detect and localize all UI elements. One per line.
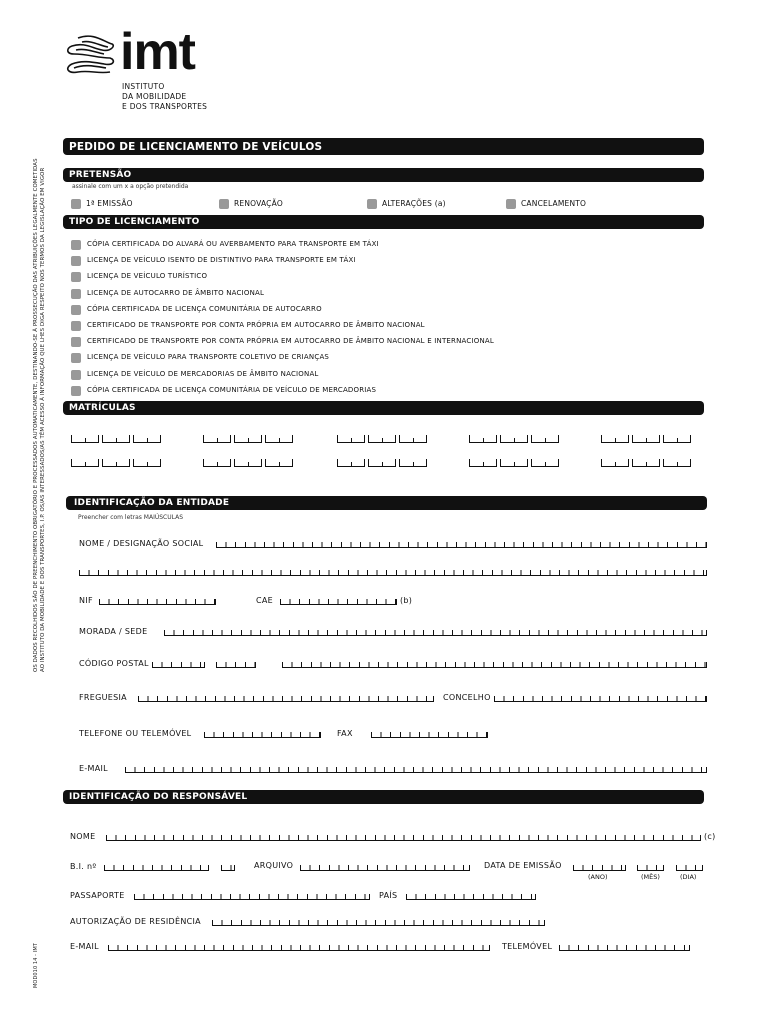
- checkbox[interactable]: [367, 199, 377, 209]
- morada-field[interactable]: [164, 627, 707, 636]
- option-label: CÓPIA CERTIFICADA DE LICENÇA COMUNITÁRIA DE VEÍCULO DE MERCADORIAS: [87, 385, 377, 394]
- option-label: CÓPIA CERTIFICADA DE LICENÇA COMUNITÁRIA DE AUTOCARRO: [87, 304, 322, 313]
- logo-subtitle: [122, 82, 207, 112]
- resp-nome-label: NOME: [70, 832, 96, 841]
- fax-field[interactable]: [371, 729, 488, 738]
- freguesia-label: FREGUESIA: [79, 693, 127, 702]
- pretensao-hint: assinale com um x a opção pretendida: [72, 183, 189, 190]
- matricula-segment[interactable]: [234, 459, 262, 467]
- matricula-segment[interactable]: [531, 435, 559, 443]
- matricula-segment[interactable]: [71, 435, 99, 443]
- arquivo-label: ARQUIVO: [254, 861, 294, 870]
- checkbox[interactable]: [71, 240, 81, 250]
- checkbox[interactable]: [219, 199, 229, 209]
- checkbox[interactable]: [71, 337, 81, 347]
- matricula-segment[interactable]: [133, 459, 161, 467]
- option-label: RENOVAÇÃO: [234, 199, 283, 208]
- resp-email-label: E-MAIL: [70, 942, 99, 951]
- imt-logo: [64, 23, 244, 114]
- section-tipo-licenciamento: TIPO DE LICENCIAMENTO: [63, 215, 704, 229]
- matricula-segment[interactable]: [368, 435, 396, 443]
- checkbox[interactable]: [71, 199, 81, 209]
- cae-label: CAE: [256, 596, 274, 605]
- fax-label: FAX: [337, 729, 353, 738]
- email-label: E-MAIL: [79, 764, 108, 773]
- ano-field[interactable]: [573, 862, 626, 871]
- dia-field[interactable]: [676, 862, 703, 871]
- mes-caption: (MÊS): [641, 873, 660, 881]
- matricula-segment[interactable]: [399, 459, 427, 467]
- codigo-postal-field[interactable]: [152, 659, 205, 668]
- checkbox[interactable]: [71, 256, 81, 266]
- matricula-segment[interactable]: [203, 459, 231, 467]
- matricula-segment[interactable]: [265, 435, 293, 443]
- matricula-segment[interactable]: [632, 459, 660, 467]
- resp-nome-note: (c): [704, 832, 716, 841]
- email-field[interactable]: [125, 764, 707, 773]
- bi-field[interactable]: [104, 862, 209, 871]
- logo-line-3: E DOS TRANSPORTES: [122, 102, 208, 111]
- option-label: LICENÇA DE VEÍCULO DE MERCADORIAS DE ÂMBITO NACIONAL: [87, 369, 319, 378]
- checkbox[interactable]: [71, 370, 81, 380]
- ano-caption: (ANO): [588, 873, 608, 881]
- nif-field[interactable]: [99, 596, 216, 605]
- matricula-segment[interactable]: [601, 459, 629, 467]
- checkbox[interactable]: [71, 386, 81, 396]
- section-pretensao: PRETENSÃO: [63, 168, 704, 182]
- resp-email-field[interactable]: [108, 942, 490, 951]
- telemovel-label: TELEMÓVEL: [502, 942, 553, 951]
- bi-check-digit-field[interactable]: [221, 862, 235, 871]
- matricula-segment[interactable]: [531, 459, 559, 467]
- localidade-field[interactable]: [282, 659, 707, 668]
- matricula-segment[interactable]: [368, 459, 396, 467]
- side-legal-note: [33, 158, 47, 672]
- codigo-postal-suffix-field[interactable]: [216, 659, 256, 668]
- option-label: CERTIFICADO DE TRANSPORTE POR CONTA PRÓPRIA EM AUTOCARRO DE ÂMBITO NACIONAL E INTERNACIONAL: [87, 337, 495, 346]
- option-label: CÓPIA CERTIFICADA DO ALVARÁ OU AVERBAMENTO PARA TRANSPORTE EM TÁXI: [87, 240, 379, 248]
- nome-label: NOME / DESIGNAÇÃO SOCIAL: [79, 539, 204, 548]
- logo-line-1: INSTITUTO: [122, 82, 165, 91]
- matricula-segment[interactable]: [133, 435, 161, 443]
- autorizacao-field[interactable]: [212, 917, 545, 926]
- option-label: CERTIFICADO DE TRANSPORTE POR CONTA PRÓPRIA EM AUTOCARRO DE ÂMBITO NACIONAL: [87, 321, 425, 329]
- option-label: LICENÇA DE AUTOCARRO DE ÂMBITO NACIONAL: [87, 288, 265, 297]
- mes-field[interactable]: [637, 862, 664, 871]
- data-emissao-label: DATA DE EMISSÃO: [484, 861, 562, 870]
- logo-word: imt: [120, 23, 195, 81]
- nome-field[interactable]: [216, 539, 707, 548]
- nif-label: NIF: [79, 596, 93, 605]
- cae-field[interactable]: [280, 596, 397, 605]
- checkbox[interactable]: [71, 305, 81, 315]
- option-label: LICENÇA DE VEÍCULO TURÍSTICO: [87, 272, 208, 281]
- entidade-hint: Preencher com letras MAIÚSCULAS: [78, 514, 184, 521]
- nome-field-continued[interactable]: [79, 567, 707, 576]
- morada-label: MORADA / SEDE: [79, 627, 148, 636]
- passaporte-label: PASSAPORTE: [70, 891, 125, 900]
- matricula-segment[interactable]: [469, 459, 497, 467]
- dia-caption: (DIA): [680, 873, 697, 881]
- matricula-segment[interactable]: [337, 435, 365, 443]
- form-code: MOD010 14 - IMT: [33, 943, 39, 988]
- checkbox[interactable]: [71, 272, 81, 282]
- telemovel-field[interactable]: [559, 942, 690, 951]
- logo-mark-icon: [64, 34, 116, 78]
- codigo-postal-label: CÓDIGO POSTAL: [79, 659, 149, 668]
- freguesia-field[interactable]: [138, 693, 434, 702]
- passaporte-field[interactable]: [134, 891, 370, 900]
- section-entidade: IDENTIFICAÇÃO DA ENTIDADE: [66, 496, 707, 510]
- matricula-segment[interactable]: [399, 435, 427, 443]
- option-label: 1ª EMISSÃO: [86, 199, 133, 208]
- checkbox[interactable]: [71, 353, 81, 363]
- autorizacao-label: AUTORIZAÇÃO DE RESIDÊNCIA: [70, 917, 201, 926]
- cae-note: (b): [400, 596, 413, 605]
- matricula-segment[interactable]: [601, 435, 629, 443]
- matricula-segment[interactable]: [102, 459, 130, 467]
- option-label: ALTERAÇÕES (a): [382, 199, 446, 208]
- concelho-label: CONCELHO: [443, 693, 491, 702]
- matricula-segment[interactable]: [71, 459, 99, 467]
- matricula-segment[interactable]: [234, 435, 262, 443]
- concelho-field[interactable]: [494, 693, 707, 702]
- form-title: PEDIDO DE LICENCIAMENTO DE VEÍCULOS: [63, 138, 704, 155]
- section-responsavel: IDENTIFICAÇÃO DO RESPONSÁVEL: [63, 790, 704, 804]
- side-note-line-1: OS DADOS RECOLHIDOS SÃO DE PREENCHIMENTO OBRIGATÓRIO E PROCESSADOS AUTOMATICAMENTE, DESTINANDO-SE À PROSSECUÇÃO DAS ATRIBUIÇÕES LEGALMENTE COMETIDAS: [33, 158, 39, 672]
- checkbox[interactable]: [71, 289, 81, 299]
- matricula-segment[interactable]: [203, 435, 231, 443]
- matricula-segment[interactable]: [663, 459, 691, 467]
- matricula-segment[interactable]: [337, 459, 365, 467]
- matricula-segment[interactable]: [469, 435, 497, 443]
- checkbox[interactable]: [71, 321, 81, 331]
- resp-nome-field[interactable]: [106, 832, 701, 841]
- matricula-segment[interactable]: [500, 435, 528, 443]
- option-label: LICENÇA DE VEÍCULO PARA TRANSPORTE COLETIVO DE CRIANÇAS: [87, 353, 330, 362]
- section-matriculas: MATRÍCULAS: [63, 401, 704, 415]
- telefone-label: TELEFONE OU TELEMÓVEL: [79, 729, 192, 738]
- option-label: CANCELAMENTO: [521, 199, 587, 208]
- matricula-segment[interactable]: [102, 435, 130, 443]
- matricula-segment[interactable]: [500, 459, 528, 467]
- telefone-field[interactable]: [204, 729, 321, 738]
- pais-field[interactable]: [406, 891, 536, 900]
- checkbox[interactable]: [506, 199, 516, 209]
- bi-label: B.I. nº: [70, 862, 97, 871]
- pais-label: PAÍS: [379, 891, 398, 900]
- logo-line-2: DA MOBILIDADE: [122, 92, 187, 101]
- side-note-line-2: AO INSTITUTO DA MOBILIDADE E DOS TRANSPORTES, I.P. OS/AS INTERESSADOS/AS TÊM ACESSO À INFORMAÇÃO QUE LHES DIGA RESPEITO NOS TERMOS DA LEGISLAÇÃO EM VIGOR: [40, 167, 46, 672]
- matricula-segment[interactable]: [632, 435, 660, 443]
- arquivo-field[interactable]: [300, 862, 470, 871]
- matricula-segment[interactable]: [663, 435, 691, 443]
- option-label: LICENÇA DE VEÍCULO ISENTO DE DISTINTIVO PARA TRANSPORTE EM TÁXI: [87, 256, 356, 265]
- matricula-segment[interactable]: [265, 459, 293, 467]
